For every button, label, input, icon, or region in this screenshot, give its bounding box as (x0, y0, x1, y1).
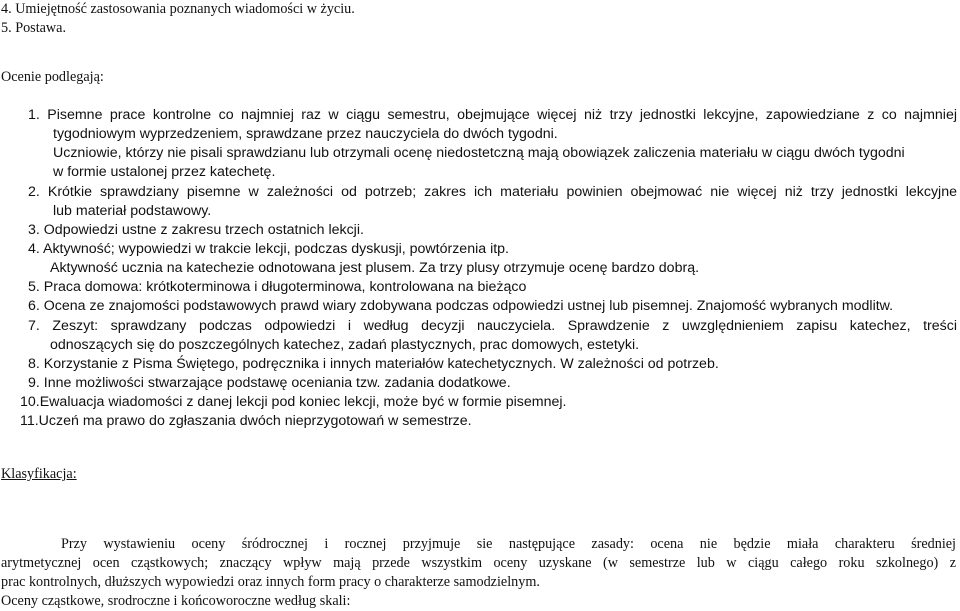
item-7-line-2: odnoszących się do poszczególnych katechez, zadań plastycznych, prac domowych, estetyki. (50, 337, 640, 353)
item-4-line-2: Aktywność ucznia na katechezie odnotowana jest plusem. Za trzy plusy otrzymuje ocenę bardzo dobrą. (50, 260, 700, 276)
paragraph-line-1: Przy wystawieniu oceny śródrocznej i rocznej przyjmuje sie następujące zasady: ocena nie będzie miała charakteru średniej (61, 536, 956, 552)
item-8: 8. Korzystanie z Pisma Świętego, podręcznika i innych materiałów katechetycznych. W zależności od potrzeb. (28, 356, 719, 372)
item-1-line-2: tygodniowym wyprzedzeniem, sprawdzane przez nauczyciela do dwóch tygodni. (53, 126, 558, 142)
paragraph-line-4: Oceny cząstkowe, srodroczne i końcoworoczne według skali: (1, 593, 351, 609)
item-1-line-1: 1. Pisemne prace kontrolne co najmniej raz w ciągu semestru, obejmujące więcej niż trzy jednostki lekcyjne, zapowiedziane z co najmniej (28, 107, 957, 123)
paragraph-line-2: arytmetycznej ocen cząstkowych; znaczący wpływ mają przede wszystkim oceny uzyskane (w semestrze lub w ciągu całego roku szkolnego) z (1, 555, 956, 571)
item-11: 11.Uczeń ma prawo do zgłaszania dwóch nieprzygotowań w semestrze. (20, 413, 472, 429)
intro-item-5: 5. Postawa. (1, 20, 67, 36)
item-3: 3. Odpowiedzi ustne z zakresu trzech ostatnich lekcji. (28, 222, 364, 238)
paragraph-line-3: prac kontrolnych, dłuższych wypowiedzi oraz innych form pracy o charakterze samodzielnym. (1, 574, 540, 590)
item-4-line-1: 4. Aktywność; wypowiedzi w trakcie lekcji, podczas dyskusji, powtórzenia itp. (28, 241, 509, 257)
item-10: 10.Ewaluacja wiadomości z danej lekcji pod koniec lekcji, może być w formie pisemnej. (20, 394, 567, 410)
item-7-line-1: 7. Zeszyt: sprawdzany podczas odpowiedzi i według decyzji nauczyciela. Sprawdzenie z uwzględnieniem zapisu katechez, treści (28, 318, 957, 334)
klasyfikacja-heading: Klasyfikacja: (1, 466, 77, 482)
item-5: 5. Praca domowa: krótkoterminowa i długoterminowa, kontrolowana na bieżąco (28, 279, 527, 295)
item-2-line-1: 2. Krótkie sprawdziany pisemne w zależności od potrzeb; zakres ich materiału powinien obejmować nie więcej niż trzy jednostki lekcyjne (28, 184, 957, 200)
item-1-line-3: Uczniowie, którzy nie pisali sprawdzianu lub otrzymali ocenę niedostetczną mają obowiązek zaliczenia materiału w ciągu dwóch tygodni (53, 145, 905, 161)
intro-item-4: 4. Umiejętność zastosowania poznanych wiadomości w życiu. (1, 1, 355, 17)
item-1-line-4: w formie ustalonej przez katechetę. (53, 164, 276, 180)
item-6: 6. Ocena ze znajomości podstawowych prawd wiary zdobywana podczas odpowiedzi ustnej lub pisemnej. Znajomość wybranych modlitw. (28, 298, 894, 314)
item-2-line-2: lub materiał podstawowy. (53, 203, 212, 219)
oceny-heading: Ocenie podlegają: (1, 69, 104, 85)
item-9: 9. Inne możliwości stwarzające podstawę oceniania tzw. zadania dodatkowe. (28, 375, 511, 391)
